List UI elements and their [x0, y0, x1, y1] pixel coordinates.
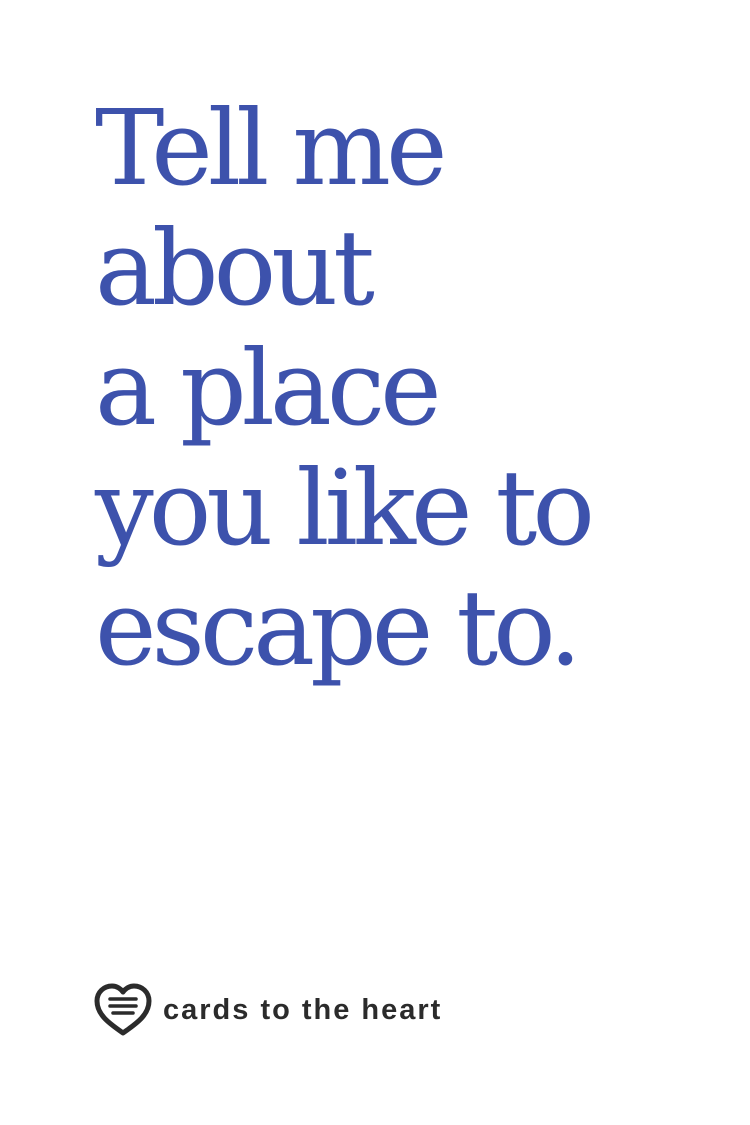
prompt-line: about — [95, 207, 370, 329]
heart-list-icon — [93, 982, 153, 1038]
prompt-line: a place — [95, 327, 437, 449]
prompt-line: you like to — [95, 447, 590, 569]
prompt-line: escape to. — [95, 567, 577, 689]
brand-logo — [93, 982, 442, 1038]
prompt-line: Tell me — [95, 87, 443, 209]
prompt-text — [95, 88, 590, 688]
brand-name: cards to the heart — [163, 993, 443, 1026]
